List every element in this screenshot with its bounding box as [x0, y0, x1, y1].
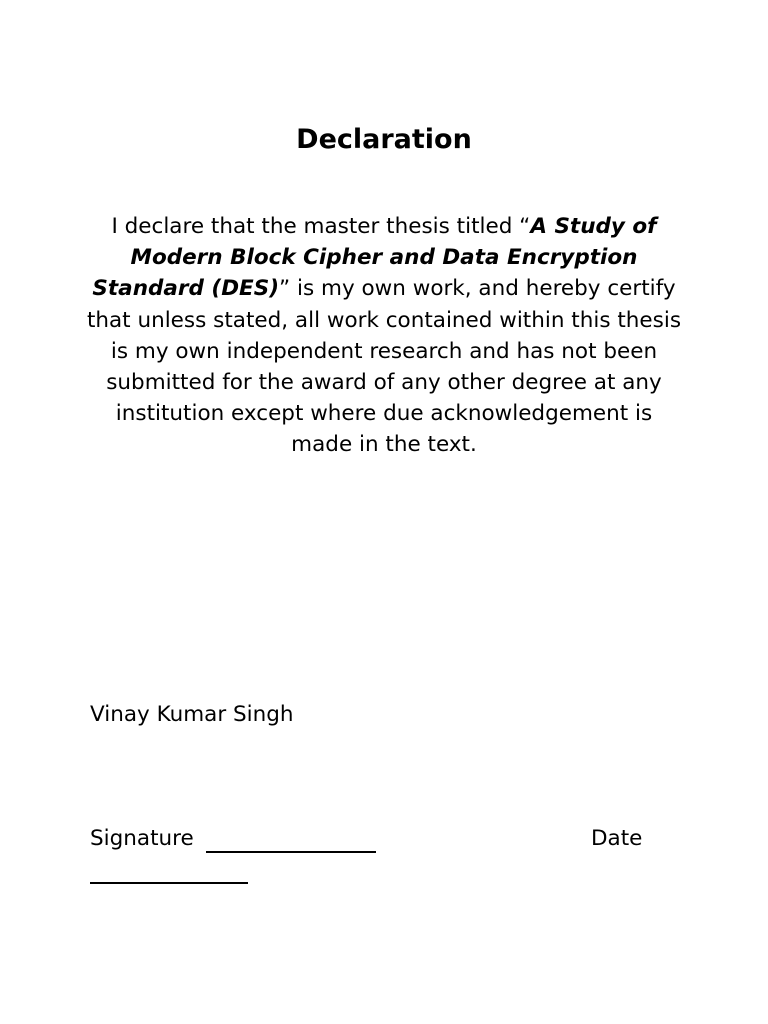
author-name: Vinay Kumar Singh: [90, 702, 294, 727]
paragraph-text-start: I declare that the master thesis titled “: [111, 214, 531, 239]
signature-line: [206, 851, 376, 853]
signature-label: Signature: [90, 826, 194, 851]
thesis-title: A Study of Modern Block Cipher and Data Encryption Standard (DES): [92, 214, 657, 302]
page-title: Declaration: [296, 124, 472, 155]
date-line: [90, 882, 248, 884]
paragraph-text-end: ” is my own work, and hereby certify that unless stated, all work contained within this thesis is my own independent research and has not been submitted for the award of any other degree at any institution except where due acknowledgement is made in the text.: [86, 276, 682, 458]
date-label: Date: [591, 826, 643, 851]
declaration-paragraph: [84, 211, 684, 461]
